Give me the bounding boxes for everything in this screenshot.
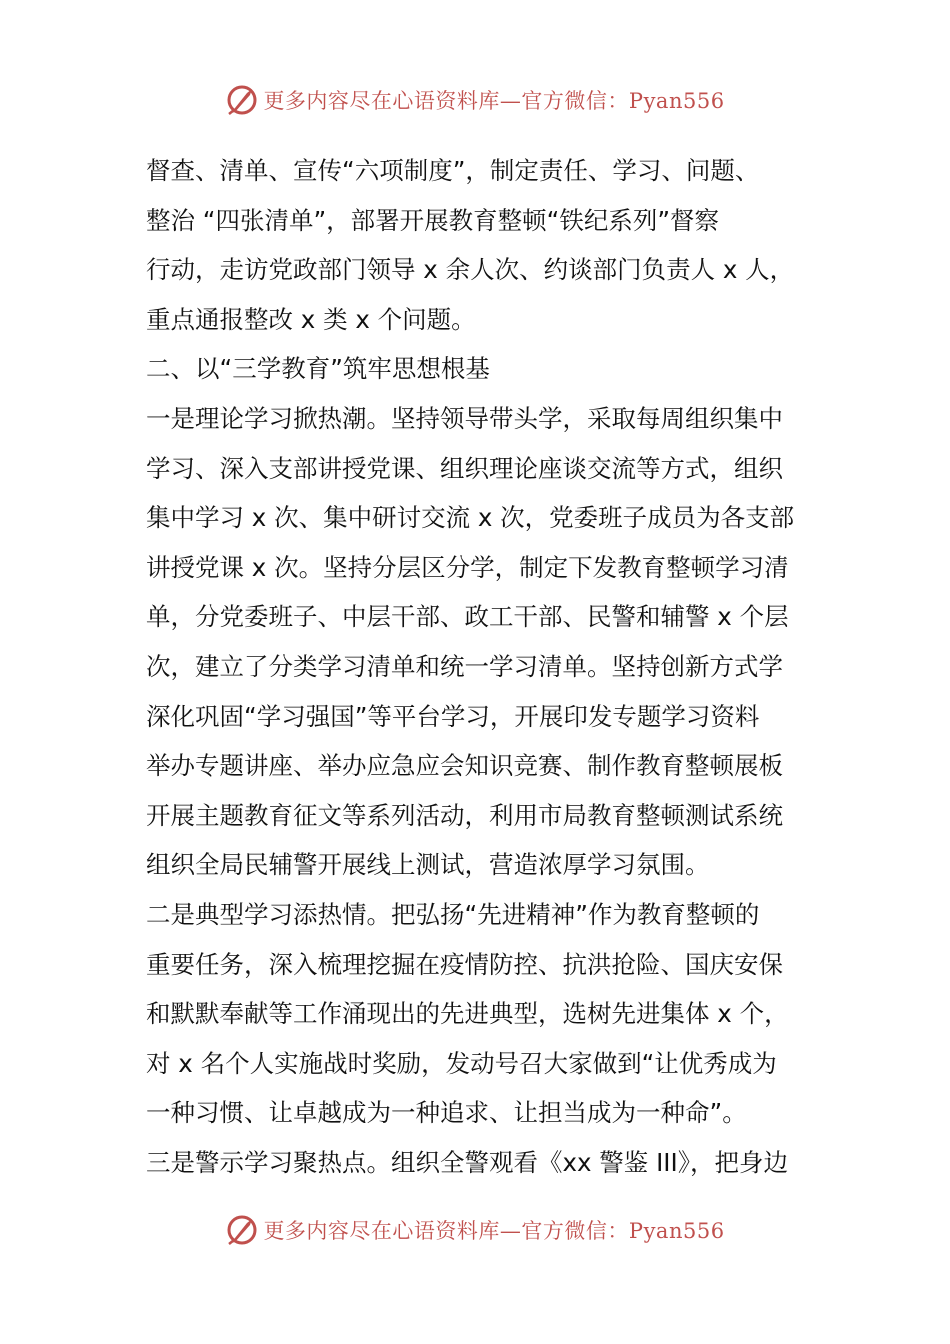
text-line: 深化巩固“学习强国”等平台学习，开展印发专题学习资料 — [146, 701, 760, 731]
text-line: 整治 “四张清单”，部署开展教育整顿“铁纪系列”督察 — [146, 205, 720, 235]
text-line: 讲授党课 x 次。坚持分层区分学，制定下发教育整顿学习清 — [146, 552, 789, 582]
text-line: 一种习惯、让卓越成为一种追求、让担当成为一种命”。 — [146, 1098, 747, 1128]
text-line: 组织全局民辅警开展线上测试，营造浓厚学习氛围。 — [146, 850, 710, 880]
text-line: 对 x 名个人实施战时奖励，发动号召大家做到“让优秀成为 — [146, 1048, 777, 1078]
text-line: 学习、深入支部讲授党课、组织理论座谈交流等方式，组织 — [146, 453, 783, 483]
text-line: 三是警示学习聚热点。组织全警观看《xx 警鉴 III》，把身边 — [146, 1147, 788, 1177]
text-line: 次，建立了分类学习清单和统一学习清单。坚持创新方式学 — [146, 651, 783, 681]
text-line: 和默默奉献等工作涌现出的先进典型，选树先进集体 x 个， — [146, 999, 789, 1029]
text-line: 举办专题讲座、举办应急应会知识竞赛、制作教育整顿展板 — [146, 751, 783, 781]
text-line: 单，分党委班子、中层干部、政工干部、民警和辅警 x 个层 — [146, 602, 789, 632]
footer-watermark — [0, 1212, 950, 1248]
section-heading: 二、以“三学教育”筑牢思想根基 — [146, 354, 490, 384]
text-line: 督查、清单、宣传“六项制度”，制定责任、学习、问题、 — [146, 156, 760, 185]
quill-logo-icon — [225, 1213, 259, 1247]
watermark-text: 更多内容尽在心语资料库—官方微信：Pyan556 — [263, 89, 725, 113]
text-line: 重要任务，深入梳理挖掘在疫情防控、抗洪抢险、国庆安保 — [146, 949, 783, 979]
text-line: 开展主题教育征文等系列活动，利用市局教育整顿测试系统 — [146, 800, 783, 830]
quill-logo-icon — [225, 83, 259, 117]
text-line: 重点通报整改 x 类 x 个问题。 — [146, 304, 476, 334]
text-line: 集中学习 x 次、集中研讨交流 x 次，党委班子成员为各支部 — [146, 503, 795, 533]
document-body — [146, 146, 810, 1187]
header-watermark — [0, 82, 950, 118]
text-line: 一是理论学习掀热潮。坚持领导带头学，采取每周组织集中 — [146, 403, 783, 433]
watermark-text: 更多内容尽在心语资料库—官方微信：Pyan556 — [263, 1219, 725, 1243]
text-line: 行动，走访党政部门领导 x 余人次、约谈部门负责人 x 人， — [146, 255, 795, 285]
text-line: 二是典型学习添热情。把弘扬“先进精神”作为教育整顿的 — [146, 899, 760, 929]
